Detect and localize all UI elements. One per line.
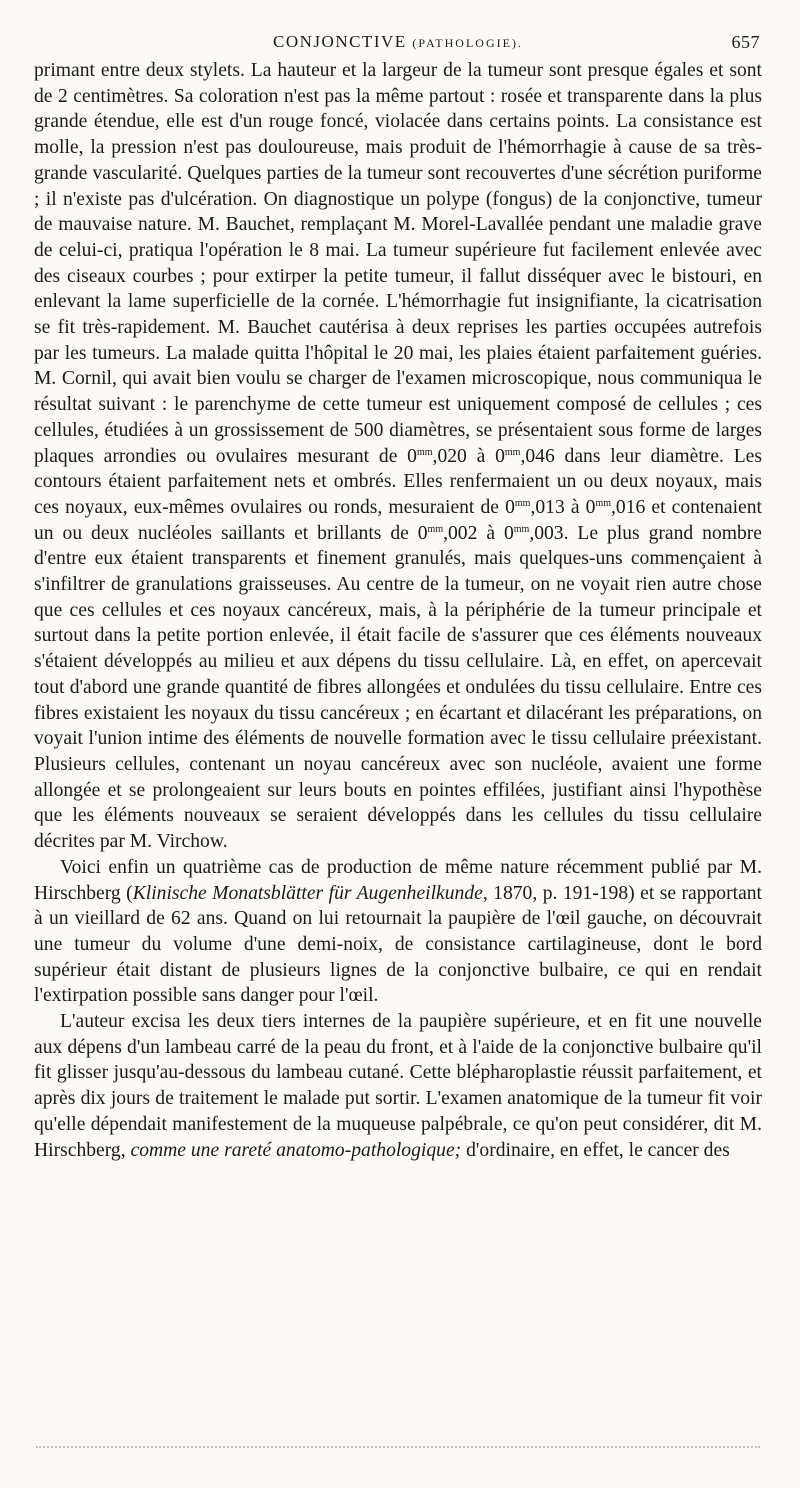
running-title-sub: (PATHOLOGIE). bbox=[412, 36, 523, 50]
paragraph-1-text-f: ,002 à 0 bbox=[443, 522, 514, 544]
paragraph-2-text-b: , 1870, p. 191-198) et se rapportant à un vieillard de 62 ans. Quand on lui retournait la paupière de l'œil gauche, on découvrait une tumeur du volume d'une demi-noix, de consistance cartilagineuse, dont le bord supérieur était distant de plusieurs lignes de la conjonctive bulbaire, ce qui en rendait l'extirpation possible sans danger pour l'œil. bbox=[34, 882, 763, 1007]
unit-mm: mm bbox=[504, 446, 521, 458]
unit-mm: mm bbox=[513, 523, 530, 535]
unit-mm: mm bbox=[514, 497, 531, 509]
paragraph-1-text-b: ,020 à 0 bbox=[432, 445, 505, 467]
paragraph-2-text-a: Voici enfin un quatrième cas de production de même nature récemment publié par M. Hirschberg ( bbox=[34, 856, 762, 904]
paragraph-1 bbox=[34, 58, 762, 855]
running-title-main: CONJONCTIVE bbox=[273, 32, 407, 51]
emphasis-quote: comme une rareté anatomo-pathologique; bbox=[130, 1139, 462, 1161]
journal-title: Klinische Monatsblätter für Augenheilkunde bbox=[132, 882, 483, 904]
paragraph-3-text-a: L'auteur excisa les deux tiers internes de la paupière supérieure, et en fit une nouvelle aux dépens d'un lambeau carré de la peau du front, et à l'aide de la conjonctive bulbaire qu'il fit glisser jusqu'au-dessous du lambeau cutané. Cette blépharoplastie réussit parfaitement, et après dix jours de traitement le malade put sortir. L'examen anatomique de la tumeur fit voir qu'elle dépendait manifestement de la muqueuse palpébrale, ce qu'on peut considérer, dit M. Hirschberg, bbox=[34, 1011, 762, 1161]
page-number: 657 bbox=[731, 32, 760, 52]
paragraph-2 bbox=[34, 855, 762, 1009]
unit-mm: mm bbox=[416, 446, 433, 458]
unit-mm: mm bbox=[427, 523, 444, 535]
running-head bbox=[34, 30, 762, 58]
paragraph-1-text-e: ,016 et contenaient un ou deux nucléoles saillants et brillants de 0 bbox=[34, 496, 762, 544]
paragraph-1-text-c: ,046 dans leur diamètre. Les contours étaient parfaitement nets et ombrés. Elles renfermaient un ou deux noyaux, mais ces noyaux, eux-mêmes ovulaires ou ronds, mesuraient de 0 bbox=[34, 445, 762, 518]
paragraph-3-text-b: d'ordinaire, en effet, le cancer des bbox=[461, 1139, 730, 1161]
bottom-print-artifact bbox=[36, 1446, 760, 1448]
paragraph-1-text-g: ,003. Le plus grand nombre d'entre eux étaient transparents et finement granulés, mais quelques-uns commençaient à s'infiltrer de granulations graisseuses. Au centre de la tumeur, on ne voyait rien autre chose que ces cellules et ces noyaux cancéreux, mais, à la périphérie de la tumeur principale et surtout dans la petite portion enlevée, il était facile de s'assurer que ces éléments nouveaux s'étaient développés au milieu et aux dépens du tissu cellulaire. Là, en effet, on apercevait tout d'abord une grande quantité de fibres allongées et ondulées du tissu cellulaire. Entre ces fibres existaient les noyaux du tissu cancéreux ; en écartant et dilacérant les préparations, on voyait l'union intime des éléments de nouvelle formation avec le tissu cellulaire préexistant. Plusieurs cellules, contenant un noyau cancéreux avec son nucléole, avaient une forme allongée et se prolongeaient sur leurs bouts en pointes effilées, justifiant ainsi l'hypothèse que les éléments nouveaux se seraient développés dans les cellules du tissu cellulaire décrites par M. Virchow. bbox=[34, 522, 762, 853]
paragraph-3 bbox=[34, 1009, 762, 1163]
paragraph-1-text-a: primant entre deux stylets. La hauteur et la largeur de la tumeur sont presque égales et sont de 2 centimètres. Sa coloration n'est pas la même partout : rosée et transparente dans la plus grande étendue, elle est d'un rouge foncé, violacée dans certains points. La consistance est molle, la pression n'est pas douloureuse, mais produit de l'hémorrhagie à cause de sa très-grande vascularité. Quelques parties de la tumeur sont recouvertes d'une sécrétion puriforme ; il n'existe pas d'ulcération. On diagnostique un polype (fongus) de la conjonctive, tumeur de mauvaise nature. M. Bauchet, remplaçant M. Morel-Lavallée pendant une maladie grave de celui-ci, pratiqua l'opération le 8 mai. La tumeur supérieure fut facilement enlevée avec des ciseaux courbes ; pour extirper la petite tumeur, il fallut disséquer avec le bistouri, en enlevant la lame superficielle de la cornée. L'hémorrhagie fut insignifiante, la cicatrisation se fit très-rapidement. M. Bauchet cautérisa à deux reprises les parties occupées autrefois par les tumeurs. La malade quitta l'hôpital le 20 mai, les plaies étaient parfaitement guéries. M. Cornil, qui avait bien voulu se charger de l'examen microscopique, nous communiqua le résultat suivant : le parenchyme de cette tumeur est uniquement composé de cellules ; ces cellules, étudiées à un grossissement de 500 diamètres, se présentaient sous forme de larges plaques arrondies ou ovulaires mesurant de 0 bbox=[34, 60, 762, 467]
body-text bbox=[34, 58, 762, 1163]
unit-mm: mm bbox=[595, 497, 612, 509]
paragraph-1-text-d: ,013 à 0 bbox=[530, 496, 596, 518]
running-title bbox=[34, 32, 762, 52]
